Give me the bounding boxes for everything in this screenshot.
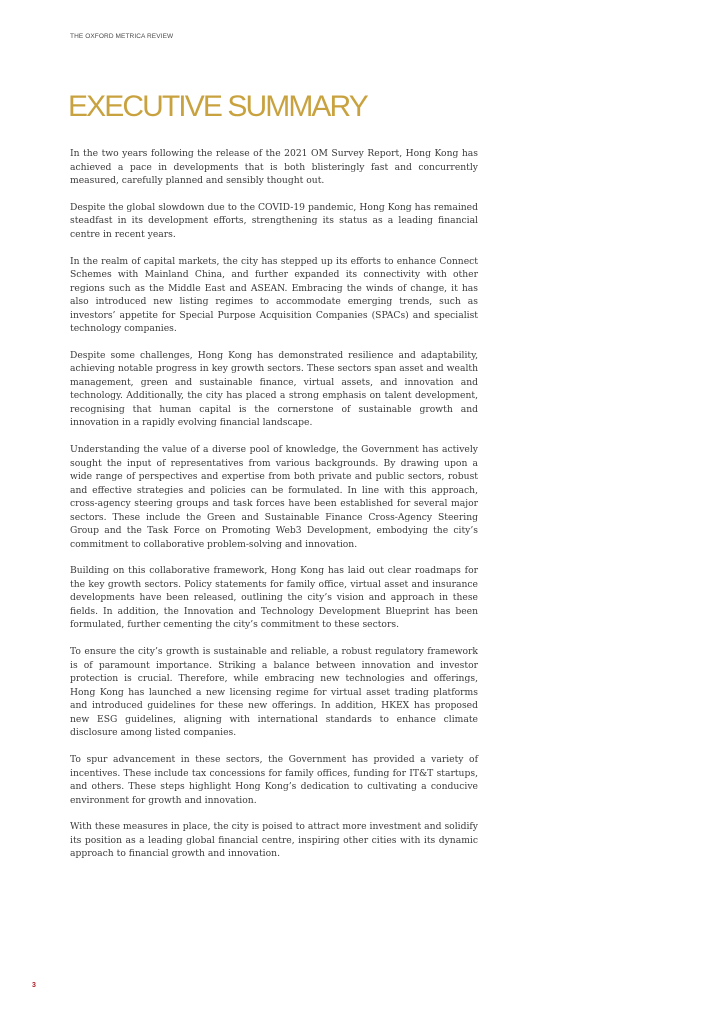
page-number: 3 bbox=[32, 982, 36, 989]
body-text bbox=[70, 147, 478, 874]
paragraph: With these measures in place, the city is poised to attract more investment and solidify its position as a leading global financial centre, inspiring other cities with its dynamic approach to financial growth and innovation. bbox=[70, 821, 478, 860]
paragraph: Despite some challenges, Hong Kong has demonstrated resilience and adaptability, achieving notable progress in key growth sectors. These sectors span asset and wealth management, green and sustainable finance, virtual assets, and innovation and technology. Additionally, the city has placed a strong emphasis on talent development, recognising that human capital is the cornerstone of sustainable growth and innovation in a rapidly evolving financial landscape. bbox=[70, 349, 478, 429]
running-header: THE OXFORD METRICA REVIEW bbox=[70, 33, 174, 40]
paragraph: To spur advancement in these sectors, the Government has provided a variety of incentives. These include tax concessions for family offices, funding for IT&T startups, and others. These steps highlight Hong Kong’s dedication to cultivating a conducive environment for growth and innovation. bbox=[70, 754, 478, 806]
page-title: EXECUTIVE SUMMARY bbox=[68, 90, 367, 123]
paragraph: Understanding the value of a diverse pool of knowledge, the Government has actively sought the input of representatives from various backgrounds. By drawing upon a wide range of perspectives and expertise from both private and public sectors, robust and effective strategies and policies can be formulated. In line with this approach, cross-agency steering groups and task forces have been established for several major sectors. These include the Green and Sustainable Finance Cross-Agency Steering Group and the Task Force on Promoting Web3 Development, embodying the city’s commitment to collaborative problem-solving and innovation. bbox=[70, 444, 478, 550]
paragraph: In the realm of capital markets, the city has stepped up its efforts to enhance Connect Schemes with Mainland China, and further expanded its connectivity with other regions such as the Middle East and ASEAN. Embracing the winds of change, it has also introduced new listing regimes to accommodate emerging trends, such as investors’ appetite for Special Purpose Acquisition Companies (SPACs) and specialist technology companies. bbox=[70, 255, 478, 335]
paragraph: In the two years following the release of the 2021 OM Survey Report, Hong Kong has achieved a pace in developments that is both blisteringly fast and concurrently measured, carefully planned and sensibly thought out. bbox=[70, 148, 478, 186]
paragraph: To ensure the city’s growth is sustainable and reliable, a robust regulatory framework is of paramount importance. Striking a balance between innovation and investor protection is crucial. Therefore, while embracing new technologies and offerings, Hong Kong has launched a new licensing regime for virtual asset trading platforms and introduced guidelines for these new offerings. In addition, HKEX has proposed new ESG guidelines, aligning with international standards to enhance climate disclosure among listed companies. bbox=[70, 646, 478, 739]
paragraph: Building on this collaborative framework, Hong Kong has laid out clear roadmaps for the key growth sectors. Policy statements for family office, virtual asset and insurance developments have been released, outlining the city’s vision and approach in these fields. In addition, the Innovation and Technology Development Blueprint has been formulated, further cementing the city’s commitment to these sectors. bbox=[70, 565, 478, 631]
paragraph: Despite the global slowdown due to the COVID-19 pandemic, Hong Kong has remained steadfast in its development efforts, strengthening its status as a leading financial centre in recent years. bbox=[70, 201, 478, 240]
